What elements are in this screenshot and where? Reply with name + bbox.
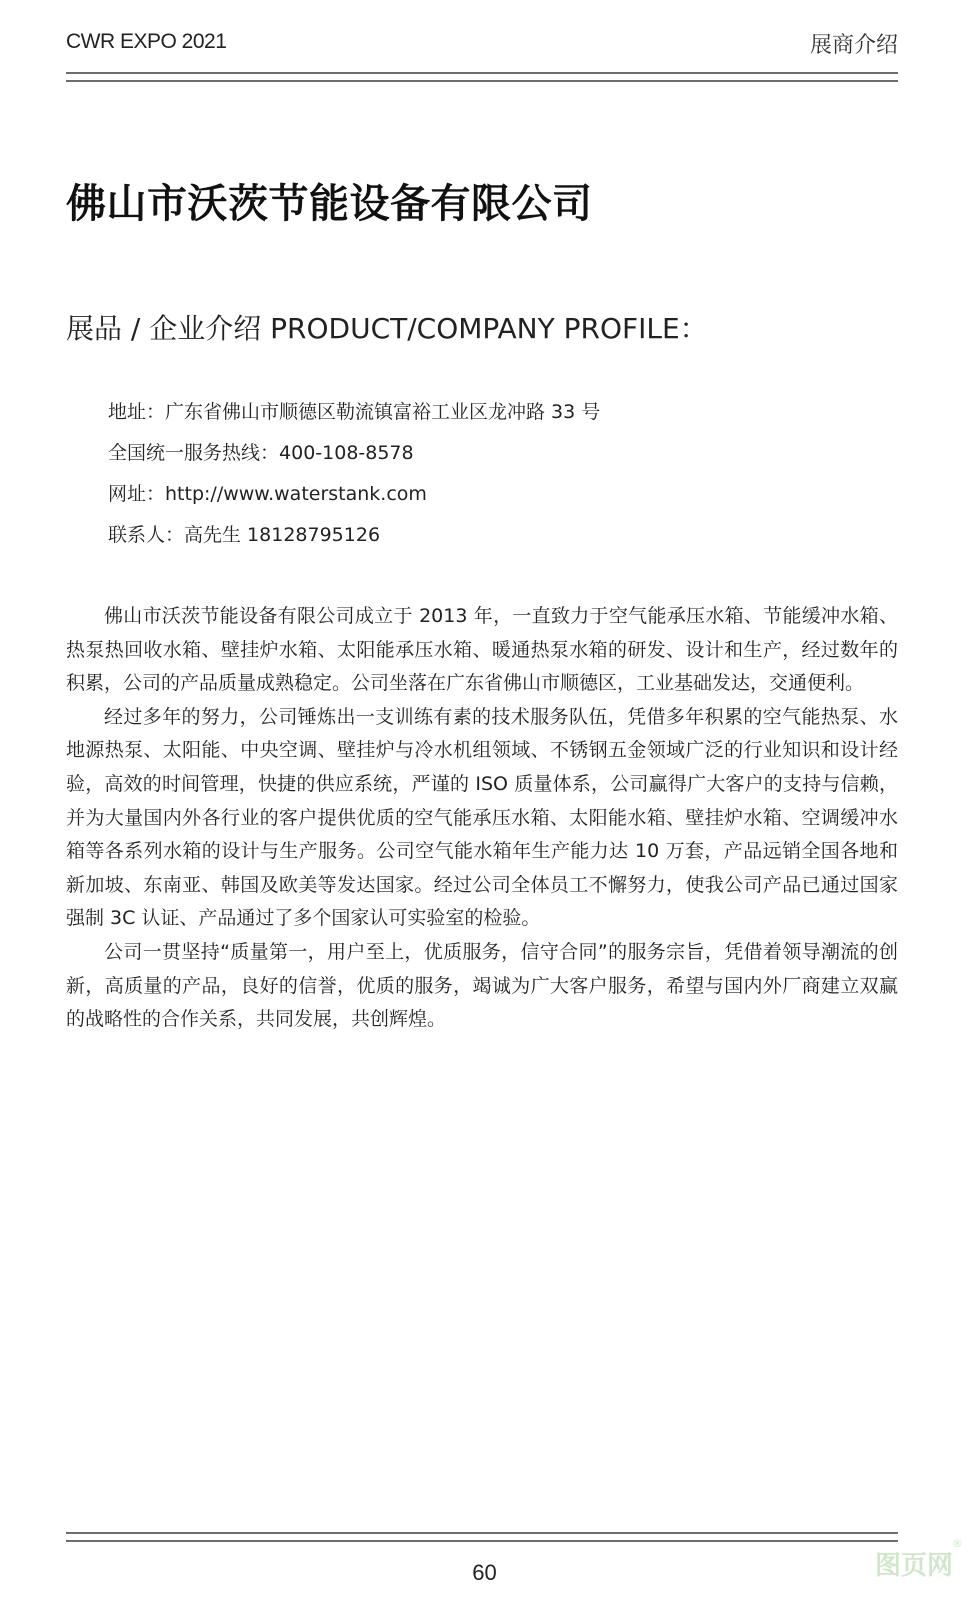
- website-line: [108, 482, 600, 523]
- paragraph: 公司一贯坚持“质量第一，用户至上，优质服务，信守合同”的服务宗旨，凭借着领导潮流的创新，高质量的产品，良好的信誉，优质的服务，竭诚为广大客户服务，希望与国内外厂商建立双赢的战略性的合作关系，共同发展，共创辉煌。: [66, 940, 898, 1031]
- footer-divider: [66, 1532, 898, 1542]
- registered-mark: ®: [952, 1537, 963, 1550]
- address-value: 广东省佛山市顺德区勒流镇富裕工业区龙冲路 33 号: [165, 401, 601, 423]
- section-label: 展商介绍: [809, 33, 898, 58]
- address-line: [108, 400, 600, 441]
- contact-block: [108, 400, 600, 564]
- profile-heading: 展品 / 企业介绍 PRODUCT/COMPANY PROFILE：: [66, 312, 708, 345]
- company-description: [66, 600, 898, 1037]
- expo-name: CWR EXPO 2021: [66, 30, 227, 53]
- contact-person-line: [108, 523, 600, 564]
- page-header: [66, 26, 898, 60]
- address-label: 地址：: [108, 401, 166, 423]
- website-value: http://www.waterstank.com: [165, 483, 427, 505]
- page-number: 60: [472, 1560, 497, 1585]
- header-divider: [66, 72, 898, 82]
- hotline-value: 400-108-8578: [279, 442, 414, 464]
- watermark-text: 图页网: [874, 1551, 953, 1581]
- contact-person-value: 高先生 18128795126: [184, 524, 381, 546]
- hotline-line: [108, 441, 600, 482]
- company-name: 佛山市沃茨节能设备有限公司: [66, 181, 593, 227]
- hotline-label: 全国统一服务热线：: [108, 442, 280, 464]
- paragraph: 经过多年的努力，公司锤炼出一支训练有素的技术服务队伍，凭借多年积累的空气能热泵、水地源热泵、太阳能、中央空调、壁挂炉与冷水机组领域、不锈钢五金领域广泛的行业知识和设计经验，高效的时间管理，快捷的供应系统，严谨的 ISO 质量体系，公司赢得广大客户的支持与信赖，并为大量国内外各行业的客户提供优质的空气能承压水箱、太阳能水箱、壁挂炉水箱、空调缓冲水箱等各系列水箱的设计与生产服务。公司空气能水箱年生产能力达 10 万套，产品远销全国各地和新加坡、东南亚、韩国及欧美等发达国家。经过公司全体员工不懈努力，使我公司产品已通过国家强制 3C 认证、产品通过了多个国家认可实验室的检验。: [66, 705, 898, 930]
- contact-person-label: 联系人：: [108, 524, 185, 546]
- website-label: 网址：: [108, 483, 166, 505]
- watermark-logo: [874, 1537, 963, 1582]
- paragraph: 佛山市沃茨节能设备有限公司成立于 2013 年，一直致力于空气能承压水箱、节能缓冲水箱、热泵热回收水箱、壁挂炉水箱、太阳能承压水箱、暖通热泵水箱的研发、设计和生产，经过数年的积累，公司的产品质量成熟稳定。公司坐落在广东省佛山市顺德区，工业基础发达，交通便利。: [66, 605, 898, 695]
